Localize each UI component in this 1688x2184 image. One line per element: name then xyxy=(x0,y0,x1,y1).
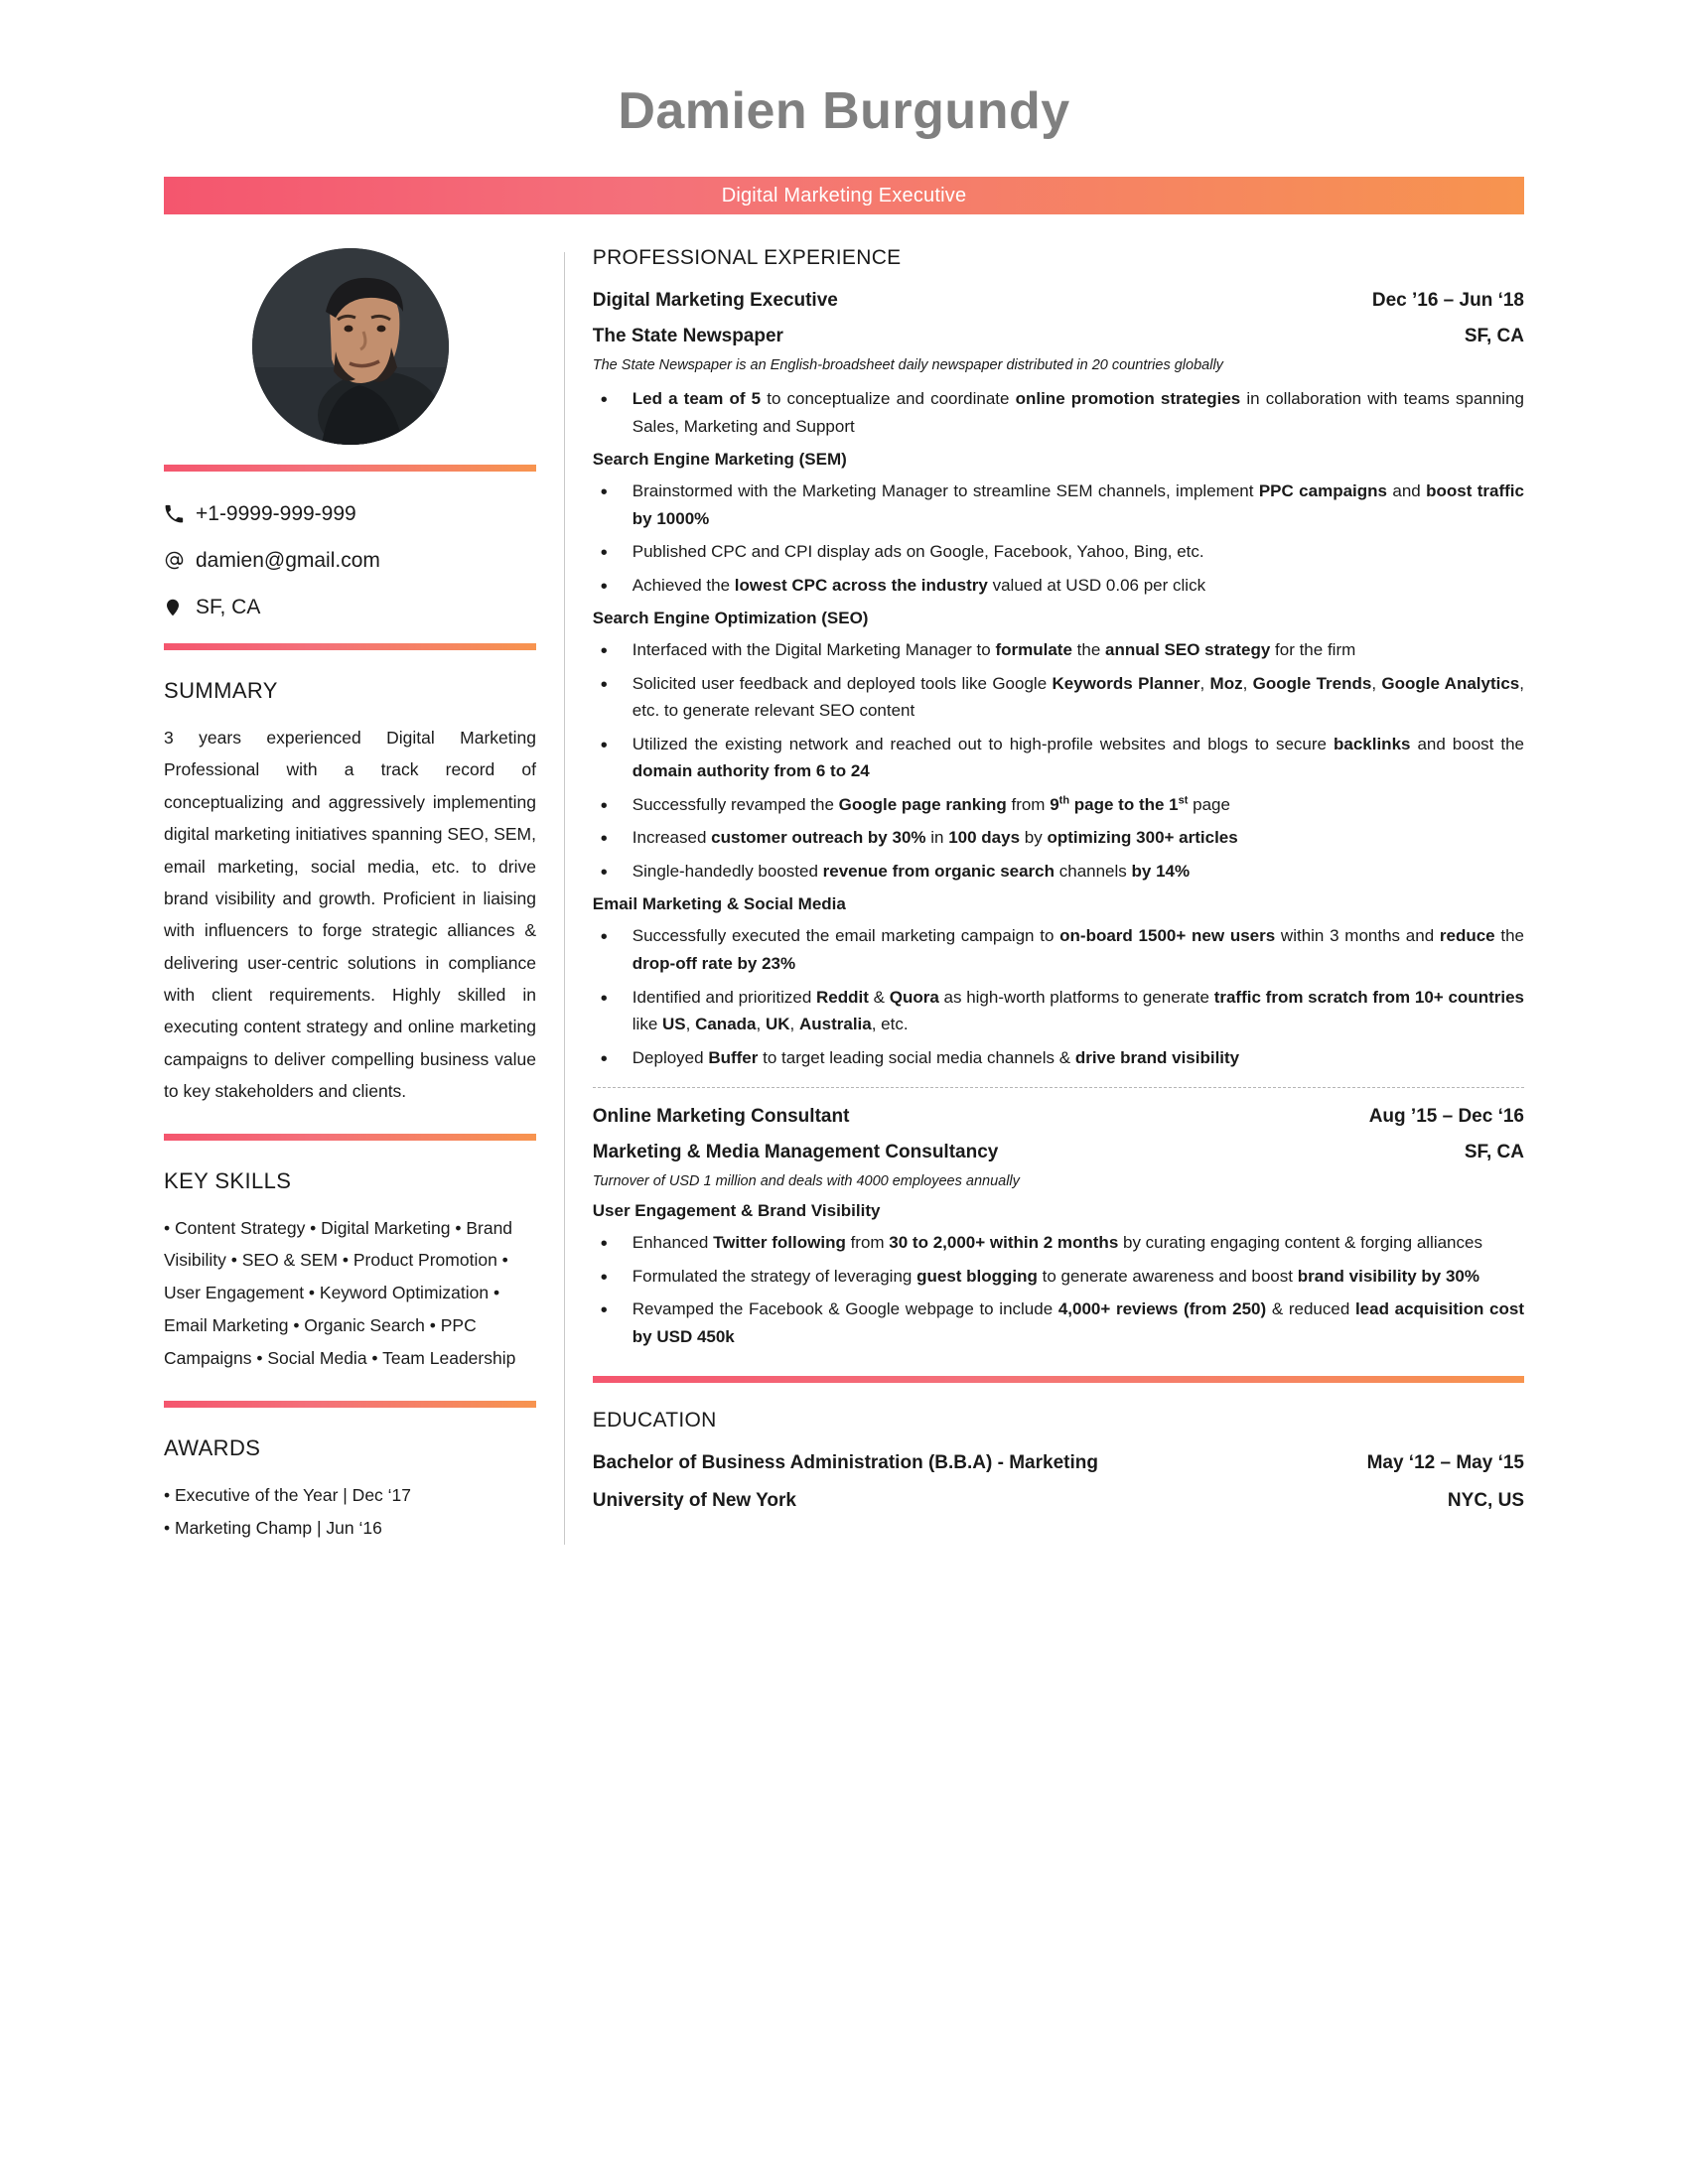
location-text: SF, CA xyxy=(196,596,261,618)
column-divider xyxy=(564,252,565,1545)
job-company-row xyxy=(593,1142,1524,1163)
key-skills-text: • Content Strategy • Digital Marketing • Brand Visibility • SEO & SEM • Product Promotion • User Engagement • Keyword Optimization • Email Marketing • Organic Search • PPC Campaigns • Social Media • Team Leadership xyxy=(164,1217,516,1369)
job-groups xyxy=(593,450,1524,1071)
job-role-row xyxy=(593,1106,1524,1128)
job-company: Marketing & Media Management Consultancy xyxy=(592,1142,999,1163)
sidebar xyxy=(164,242,546,1545)
award-item: • Marketing Champ | Jun ‘16 xyxy=(164,1517,382,1538)
bullet-item: • Achieved the lowest CPC across the industry valued at USD 0.06 per click xyxy=(593,572,1524,600)
bullet-item: • Interfaced with the Digital Marketing Manager to formulate the annual SEO strategy for the firm xyxy=(593,636,1524,664)
job-title-banner xyxy=(164,177,1524,214)
sidebar-divider-bar-4 xyxy=(164,1401,536,1408)
job-intro-bullets xyxy=(593,385,1524,440)
education-dates: May ‘12 – May ‘15 xyxy=(1366,1452,1524,1474)
summary-heading: SUMMARY xyxy=(164,678,278,703)
bullet-item: • Identified and prioritized Reddit & Quora as high-worth platforms to generate traffic from scratch from 10+ countries like US, Canada, UK, Australia, etc. xyxy=(593,984,1524,1038)
bullet-group-heading: Email Marketing & Social Media xyxy=(592,894,846,914)
bullet-item: • Solicited user feedback and deployed tools like Google Keywords Planner, Moz, Google Trends, Google Analytics, etc. to generate relevant SEO content xyxy=(593,670,1524,725)
sidebar-divider-bar-1 xyxy=(164,465,536,472)
main-content xyxy=(593,242,1524,1545)
job-company-row xyxy=(593,326,1524,347)
bullet-item: • Enhanced Twitter following from 30 to 2,000+ within 2 months by curating engaging content & forging alliances xyxy=(593,1229,1524,1257)
job-note: The State Newspaper is an English-broadsheet daily newspaper distributed in 20 countries globally xyxy=(592,357,1223,373)
contact-location-row[interactable] xyxy=(164,597,536,617)
phone-icon xyxy=(164,504,190,524)
avatar-illustration xyxy=(252,248,449,445)
bullet-item: • Revamped the Facebook & Google webpage to include 4,000+ reviews (from 250) & reduced lead acquisition cost by USD 450k xyxy=(593,1296,1524,1350)
job-role: Digital Marketing Executive xyxy=(592,290,838,311)
job-place: SF, CA xyxy=(1464,1142,1524,1163)
experience-heading: PROFESSIONAL EXPERIENCE xyxy=(592,246,902,269)
bullet-group xyxy=(593,478,1524,599)
content-columns xyxy=(0,242,1688,1545)
education-degree: Bachelor of Business Administration (B.B.A) - Marketing xyxy=(592,1452,1098,1474)
avatar-wrap xyxy=(164,248,536,445)
bullet-group-heading: Search Engine Marketing (SEM) xyxy=(592,450,847,470)
contact-block xyxy=(164,503,536,617)
bullet-item: • Published CPC and CPI display ads on Google, Facebook, Yahoo, Bing, etc. xyxy=(593,538,1524,566)
key-skills-heading: KEY SKILLS xyxy=(164,1167,292,1193)
job-role: Online Marketing Consultant xyxy=(592,1106,850,1128)
phone-text: +1-9999-999-999 xyxy=(196,502,356,525)
awards-heading: AWARDS xyxy=(164,1434,261,1460)
page-title: Damien Burgundy xyxy=(618,82,1070,140)
job-note: Turnover of USD 1 million and deals with 4000 employees annually xyxy=(592,1173,1020,1190)
contact-phone-row[interactable] xyxy=(164,503,536,524)
education-divider-bar xyxy=(593,1376,1524,1383)
bullet-group xyxy=(593,1229,1524,1350)
experience-entry xyxy=(593,290,1524,1071)
job-groups xyxy=(593,1201,1524,1350)
contact-email-row[interactable] xyxy=(164,550,536,571)
sidebar-divider-bar-3 xyxy=(164,1134,536,1141)
education-school-row xyxy=(593,1490,1524,1512)
sidebar-divider-bar-2 xyxy=(164,643,536,650)
entry-separator xyxy=(593,1087,1524,1088)
bullet-item: • Led a team of 5 to conceptualize and coordinate online promotion strategies in collaboration with teams spanning Sales, Marketing and Support xyxy=(593,385,1524,440)
bullet-item: • Successfully revamped the Google page ranking from 9th page to the 1st page xyxy=(593,791,1524,819)
bullet-item: • Successfully executed the email marketing campaign to on-board 1500+ new users within 3 months and reduce the drop-off rate by 23% xyxy=(593,922,1524,977)
education-degree-row xyxy=(593,1452,1524,1474)
experience-entry xyxy=(593,1106,1524,1350)
bullet-item: • Single-handedly boosted revenue from organic search channels by 14% xyxy=(593,858,1524,886)
bullet-group xyxy=(593,636,1524,885)
bullet-group xyxy=(593,922,1524,1071)
bullet-item: • Utilized the existing network and reached out to high-profile websites and blogs to secure backlinks and boost the domain authority from 6 to 24 xyxy=(593,731,1524,785)
education-heading: EDUCATION xyxy=(592,1409,717,1433)
summary-text: 3 years experienced Digital Marketing Professional with a track record of conceptualizing and aggressively implementing digital marketing initiatives spanning SEO, SEM, email marketing, social media, etc. to drive brand visibility and growth. Proficient in liaising with influencers to forge strategic alliances & delivering user-centric solutions in compliance with client requirements. Highly skilled in executing content strategy and online marketing campaigns to deliver compelling business value to key stakeholders and clients. xyxy=(164,728,536,1102)
job-company: The State Newspaper xyxy=(592,326,783,346)
avatar xyxy=(252,248,449,445)
job-dates: Aug ’15 – Dec ‘16 xyxy=(1368,1106,1524,1128)
map-pin-icon xyxy=(164,598,190,617)
bullet-item: • Formulated the strategy of leveraging guest blogging to generate awareness and boost brand visibility by 30% xyxy=(593,1263,1524,1291)
job-title-text: Digital Marketing Executive xyxy=(721,184,967,206)
email-text: damien@gmail.com xyxy=(196,549,380,572)
bullet-item: • Brainstormed with the Marketing Manager to streamline SEM channels, implement PPC campaigns and boost traffic by 1000% xyxy=(593,478,1524,532)
bullet-item: • Increased customer outreach by 30% in 100 days by optimizing 300+ articles xyxy=(593,824,1524,852)
job-dates: Dec ’16 – Jun ‘18 xyxy=(1371,290,1524,311)
education-school: University of New York xyxy=(592,1490,796,1512)
education-place: NYC, US xyxy=(1447,1490,1524,1512)
bullet-group-heading: User Engagement & Brand Visibility xyxy=(592,1201,881,1221)
bullet-group-heading: Search Engine Optimization (SEO) xyxy=(592,609,869,628)
job-role-row xyxy=(593,290,1524,312)
awards-list xyxy=(164,1479,536,1545)
job-place: SF, CA xyxy=(1464,326,1524,346)
bullet-item: • Deployed Buffer to target leading social media channels & drive brand visibility xyxy=(593,1044,1524,1072)
award-item: • Executive of the Year | Dec ‘17 xyxy=(164,1484,412,1505)
at-icon xyxy=(164,550,190,571)
